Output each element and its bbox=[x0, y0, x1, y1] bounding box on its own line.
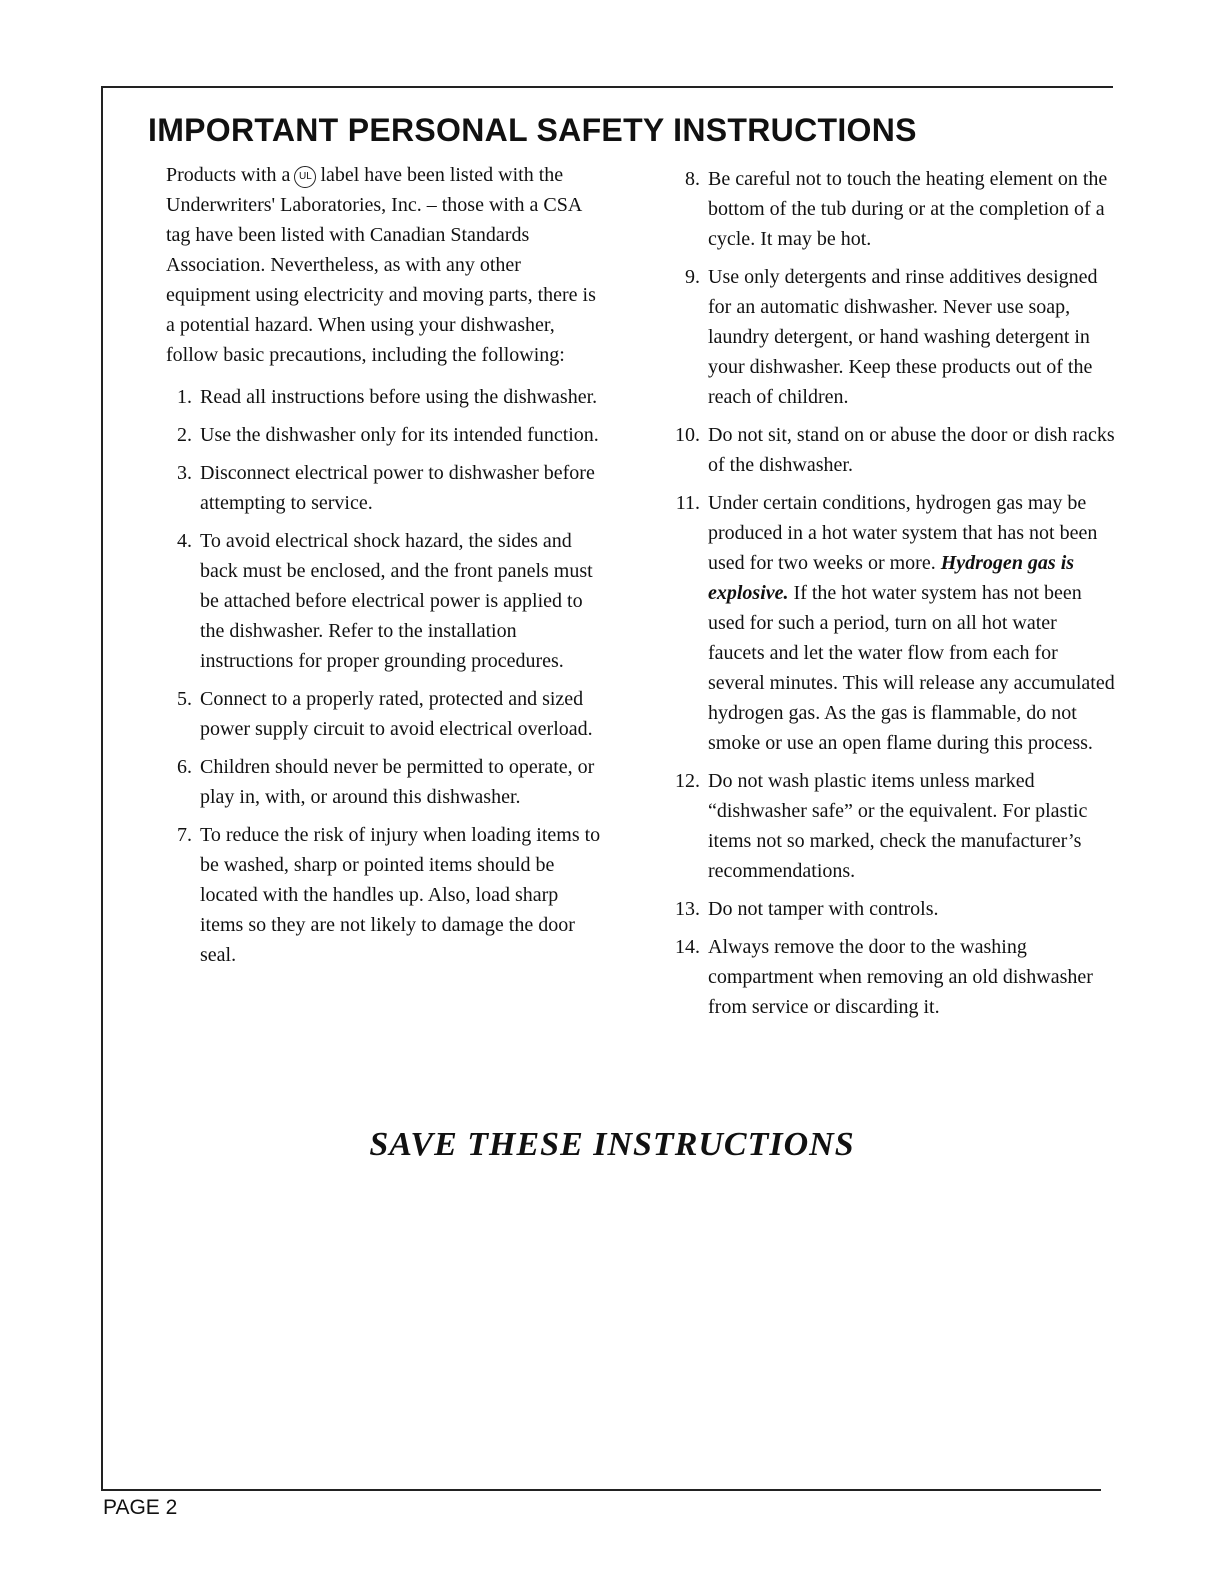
list-item bbox=[668, 262, 1118, 412]
item-number: 8. bbox=[685, 168, 700, 190]
right-column bbox=[668, 164, 1118, 1030]
list-item bbox=[668, 164, 1118, 254]
item-text: Children should never be permitted to operate, or play in, with, or around this dishwasher. bbox=[200, 756, 595, 808]
item-number: 14. bbox=[675, 936, 700, 958]
item-number: 2. bbox=[177, 424, 192, 446]
item-number: 12. bbox=[675, 770, 700, 792]
page-title: IMPORTANT PERSONAL SAFETY INSTRUCTIONS bbox=[148, 112, 917, 148]
item-number: 11. bbox=[675, 492, 700, 514]
item-text: Always remove the door to the washing compartment when removing an old dishwasher from service or discarding it. bbox=[708, 936, 1093, 1018]
item-text: Disconnect electrical power to dishwasher before attempting to service. bbox=[200, 462, 595, 514]
item-text: Do not tamper with controls. bbox=[708, 898, 939, 920]
item-text: Connect to a properly rated, protected and sized power supply circuit to avoid electrical overload. bbox=[200, 688, 593, 740]
list-item bbox=[166, 820, 606, 970]
item-text bbox=[708, 488, 1118, 758]
ul-listed-mark-icon: UL bbox=[294, 166, 316, 188]
list-item bbox=[668, 488, 1118, 758]
list-item bbox=[668, 932, 1118, 1022]
item-text-rest: If the hot water system has not been used for such a period, turn on all hot water faucets and let the water flow from each for several minutes. This will release any accumulated hydrogen gas. As the gas is flammable, do not smoke or use an open flame during this process. bbox=[708, 582, 1115, 754]
list-item bbox=[166, 458, 606, 518]
item-text: Use the dishwasher only for its intended function. bbox=[200, 424, 599, 446]
item-number: 6. bbox=[177, 756, 192, 778]
item-text: To reduce the risk of injury when loading items to be washed, sharp or pointed items should be located with the handles up. Also, load sharp items so they are not likely to damage the door seal. bbox=[200, 824, 601, 966]
list-item bbox=[668, 420, 1118, 480]
page-number: PAGE 2 bbox=[103, 1496, 178, 1519]
list-item bbox=[668, 766, 1118, 886]
intro-paragraph bbox=[166, 160, 606, 370]
list-item bbox=[166, 526, 606, 676]
left-column bbox=[166, 160, 606, 978]
bottom-rule bbox=[101, 1489, 1101, 1491]
item-text-start: Under certain conditions, hydrogen gas may be produced in a hot water system that has not been used for two weeks or more. bbox=[708, 492, 1098, 574]
intro-text-start: Products with a bbox=[166, 164, 291, 186]
item-number: 1. bbox=[177, 386, 192, 408]
item-text: Do not sit, stand on or abuse the door or dish racks of the dishwasher. bbox=[708, 424, 1115, 476]
item-text: Be careful not to touch the heating element on the bottom of the tub during or at the completion of a cycle. It may be hot. bbox=[708, 168, 1108, 250]
list-item bbox=[166, 752, 606, 812]
list-item bbox=[668, 894, 1118, 924]
item-number: 7. bbox=[177, 824, 192, 846]
item-number: 10. bbox=[675, 424, 700, 446]
intro-text-rest: label have been listed with the Underwriters' Laboratories, Inc. – those with a CSA tag have been listed with Canadian Standards Association. Nevertheless, as with any other equipment using electricity and moving parts, there is a potential hazard. When using your dishwasher, follow basic precautions, including the following: bbox=[166, 164, 596, 366]
item-text: To avoid electrical shock hazard, the sides and back must be enclosed, and the front panels must be attached before electrical power is applied to the dishwasher. Refer to the installation instructions for proper grounding procedures. bbox=[200, 530, 593, 672]
list-item bbox=[166, 420, 606, 450]
item-number: 9. bbox=[685, 266, 700, 288]
safety-list-left bbox=[166, 382, 606, 970]
item-number: 13. bbox=[675, 898, 700, 920]
save-instructions-heading: SAVE THESE INSTRUCTIONS bbox=[369, 1126, 855, 1163]
item-number: 3. bbox=[177, 462, 192, 484]
item-number: 5. bbox=[177, 688, 192, 710]
list-item bbox=[166, 382, 606, 412]
item-number: 4. bbox=[177, 530, 192, 552]
item-text: Read all instructions before using the dishwasher. bbox=[200, 386, 598, 408]
hydrogen-warning: Hydrogen gas is explosive. bbox=[708, 552, 1075, 604]
safety-list-right bbox=[668, 164, 1118, 1022]
item-text: Do not wash plastic items unless marked “dishwasher safe” or the equivalent. For plastic items not so marked, check the manufacturer’s recommendations. bbox=[708, 770, 1088, 882]
item-text: Use only detergents and rinse additives designed for an automatic dishwasher. Never use soap, laundry detergent, or hand washing detergent in your dishwasher. Keep these products out of the reach of children. bbox=[708, 266, 1098, 408]
list-item bbox=[166, 684, 606, 744]
